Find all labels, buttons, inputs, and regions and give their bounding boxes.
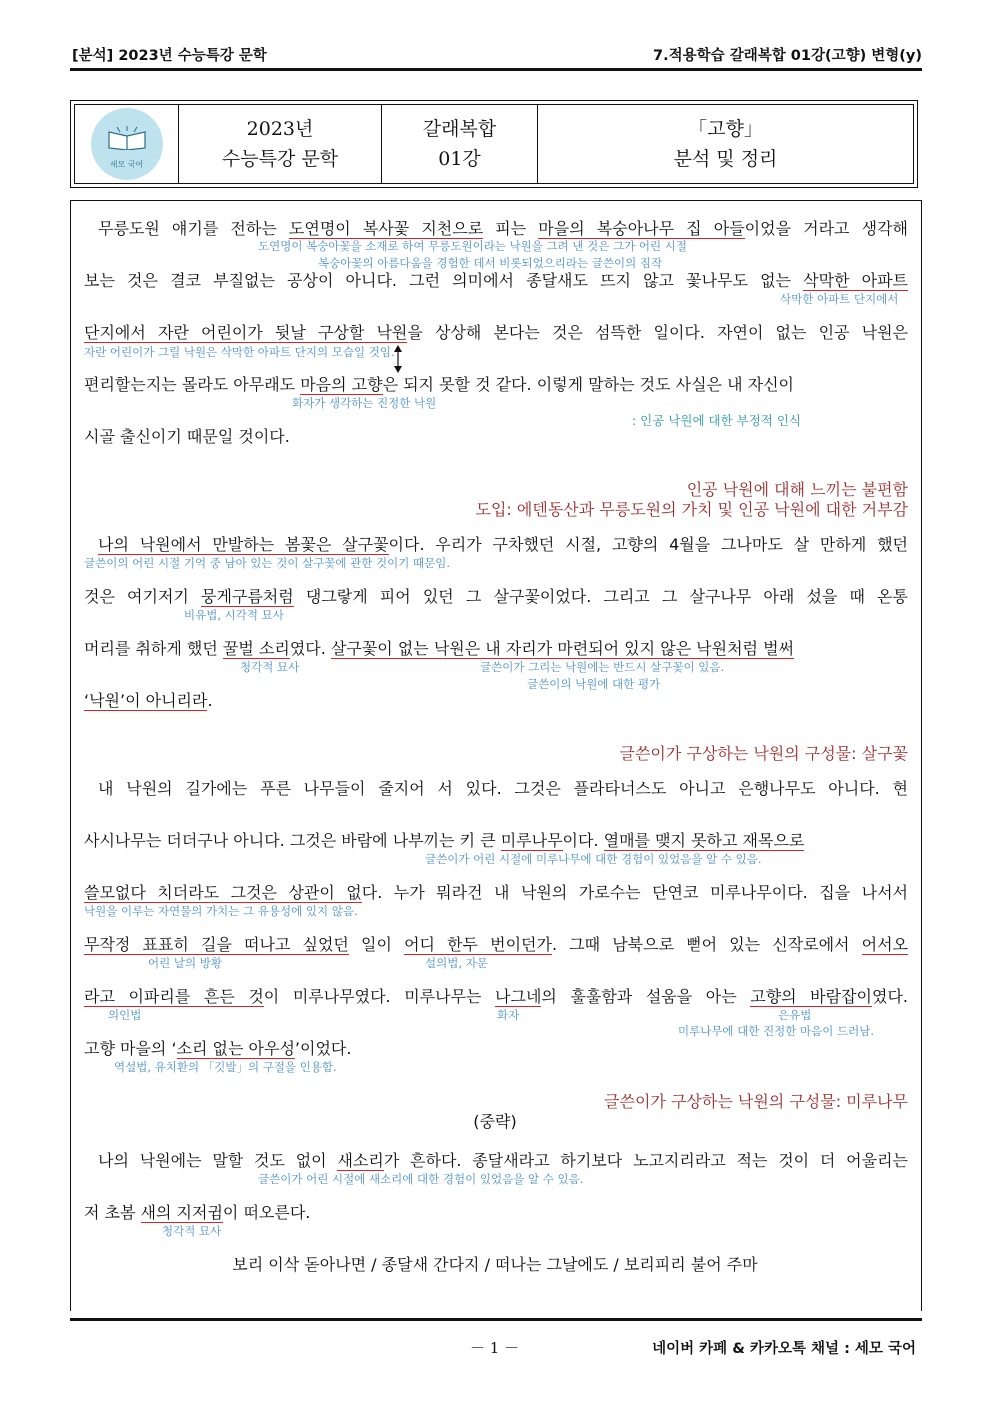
footer-channel: 네이버 카페 & 카카오톡 채널 : 세모 국어 xyxy=(652,1341,916,1357)
text-line: 고향 마을의 ‘소리 없는 아우성’이었다. xyxy=(84,1039,352,1058)
text-line: 편리할는지는 몰라도 아무래도 마음의 고향은 되지 못할 것 같다. 이렇게 말하는 것도 사실은 내 자신이 xyxy=(84,375,794,394)
annotation: 의인법 xyxy=(108,1008,142,1022)
text-line: 쓸모없다 치더라도 그것은 상관이 없다. 누가 뭐라건 내 낙원의 가로수는 단연코 미루나무이다. 집을 나서서 xyxy=(84,883,909,902)
page-number: － 1 － xyxy=(470,1339,520,1357)
text-line: 보는 것은 결코 부질없는 공상이 아니다. 그런 의미에서 종달새도 뜨지 않고 꽃나무도 없는 삭막한 아파트 xyxy=(84,271,909,290)
title-book: 수능특강 문학 xyxy=(221,148,339,170)
title-box xyxy=(70,100,918,188)
text-line: 저 초봄 새의 지저귐이 떠오른다. xyxy=(84,1203,311,1222)
title-genre: 갈래복합 xyxy=(422,118,497,140)
logo xyxy=(91,108,163,180)
annotation-summary: : 인공 낙원에 대한 부정적 인식 xyxy=(632,413,801,428)
header-rule xyxy=(70,68,922,71)
annotation: 낙원을 이루는 자연물의 가치는 그 유용성에 있지 않음. xyxy=(84,904,358,918)
section-heading: 글쓴이가 구상하는 낙원의 구성물: 미루나무 xyxy=(604,1092,908,1111)
annotation: 삭막한 아파트 단지에서 xyxy=(780,292,899,306)
text-line: 나의 낙원에는 말할 것도 없이 새소리가 흔하다. 종달새라고 하기보다 노고지리라고 적는 것이 더 어울리는 xyxy=(98,1151,908,1170)
annotation: 글쓴이의 어린 시절 기억 중 남아 있는 것이 살구꽃에 관한 것이기 때문임. xyxy=(84,556,451,570)
text-line: 시골 출신이기 때문일 것이다. xyxy=(84,427,290,446)
book-icon xyxy=(107,126,147,150)
title-year: 2023년 xyxy=(246,118,314,140)
annotation: 도연명이 복숭아꽃을 소재로 하여 무릉도원이라는 낙원을 그려 낸 것은 그가 어린 시절 xyxy=(258,239,688,253)
logo-text: 세모 국어 xyxy=(109,160,144,169)
title-year-cell xyxy=(179,105,382,183)
header-right-title: 7.적용학습 갈래복합 01강(고향) 변형(y) xyxy=(653,48,922,64)
annotation: 화자 xyxy=(497,1008,520,1022)
text-line: 무작정 표표히 길을 떠나고 싶었던 일이 어디 한두 번이던가. 그때 남북으로 뻗어 있는 신작로에서 어서오 xyxy=(84,935,909,954)
omission-mark: (중략) xyxy=(473,1112,517,1131)
annotation: 어린 날의 방황 xyxy=(148,956,222,970)
text-line: 나의 낙원에서 만발하는 봄꽃은 살구꽃이다. 우리가 구차했던 시절, 고향의 4월을 그나마도 살 만하게 했던 xyxy=(98,535,909,554)
annotation: 청각적 묘사 xyxy=(162,1224,222,1238)
annotation: 글쓴이가 그리는 낙원에는 반드시 살구꽃이 있음. xyxy=(480,660,725,674)
arrow-icon xyxy=(393,344,403,374)
title-lesson: 01강 xyxy=(438,148,481,170)
annotation: 복숭아꽃의 아름다움을 경험한 데서 비롯되었으리라는 글쓴이의 짐작 xyxy=(318,256,663,270)
title-subtitle: 분석 및 정리 xyxy=(673,148,778,170)
text-line: ‘낙원’이 아니리라. xyxy=(84,691,213,710)
section-heading: 도입: 에덴동산과 무릉도원의 가치 및 인공 낙원에 대한 거부감 xyxy=(475,500,908,519)
poem-quote: 보리 이삭 돋아나면 / 종달새 간다지 / 떠나는 그날에도 / 보리피리 불어 주마 xyxy=(232,1255,758,1274)
text-line: 라고 이파리를 흔든 것이 미루나무였다. 미루나무는 나그네의 훌훌함과 설움을 아는 고향의 바람잡이였다. xyxy=(84,987,908,1006)
section-heading: 인공 낙원에 대해 느끼는 불편함 xyxy=(686,480,908,499)
annotation: 글쓴이가 어린 시절에 미루나무에 대한 경험이 있었음을 알 수 있음. xyxy=(425,852,762,866)
text-line: 단지에서 자란 어린이가 뒷날 구상할 낙원을 상상해 본다는 것은 섬뜩한 일이다. 자연이 없는 인공 낙원은 xyxy=(84,323,909,342)
annotation: 비유법, 시각적 묘사 xyxy=(184,608,284,622)
annotation: 역설법, 유치환의 「깃발」의 구절을 인용함. xyxy=(114,1060,337,1074)
annotation: 은유법 xyxy=(778,1008,812,1022)
title-work: 「고향」 xyxy=(688,118,763,140)
title-unit-cell xyxy=(382,105,538,183)
annotation: 글쓴이가 어린 시절에 새소리에 대한 경험이 있었음을 알 수 있음. xyxy=(258,1172,584,1186)
footer-rule xyxy=(70,1318,922,1321)
annotation: 자란 어린이가 그릴 낙원은 삭막한 아파트 단지의 모습일 것임. xyxy=(84,345,395,359)
header-left-title: [분석] 2023년 수능특강 문학 xyxy=(72,48,267,64)
section-heading: 글쓴이가 구상하는 낙원의 구성물: 살구꽃 xyxy=(619,744,908,763)
annotation: 설의법, 자문 xyxy=(425,956,488,970)
annotation: 청각적 묘사 xyxy=(240,660,300,674)
text-line: 머리를 취하게 했던 꿀벌 소리였다. 살구꽃이 없는 낙원은 내 자리가 마련되어 있지 않은 낙원처럼 벌써 xyxy=(84,639,795,658)
text-line: 무릉도원 얘기를 전하는 도연명이 복사꽃 지천으로 피는 마을의 복숭아나무 집 아들이었을 거라고 생각해 xyxy=(98,219,908,238)
annotation: 미루나무에 대한 진정한 마음이 드러남. xyxy=(678,1024,875,1038)
annotation: 화자가 생각하는 진정한 낙원 xyxy=(292,396,437,410)
text-line: 내 낙원의 길가에는 푸른 나무들이 줄지어 서 있다. 그것은 플라타너스도 아니고 은행나무도 아니다. 현 xyxy=(98,779,908,798)
text-line: 것은 여기저기 뭉게구름처럼 댕그랗게 피어 있던 그 살구꽃이었다. 그리고 그 살구나무 아래 섰을 때 온통 xyxy=(84,587,908,606)
text-line: 사시나무는 더더구나 아니다. 그것은 바람에 나부끼는 키 큰 미루나무이다. 열매를 맺지 못하고 재목으로 xyxy=(84,831,805,850)
annotation: 글쓴이의 낙원에 대한 평가 xyxy=(527,677,661,691)
title-work-cell xyxy=(538,105,913,183)
logo-cell xyxy=(75,105,179,183)
